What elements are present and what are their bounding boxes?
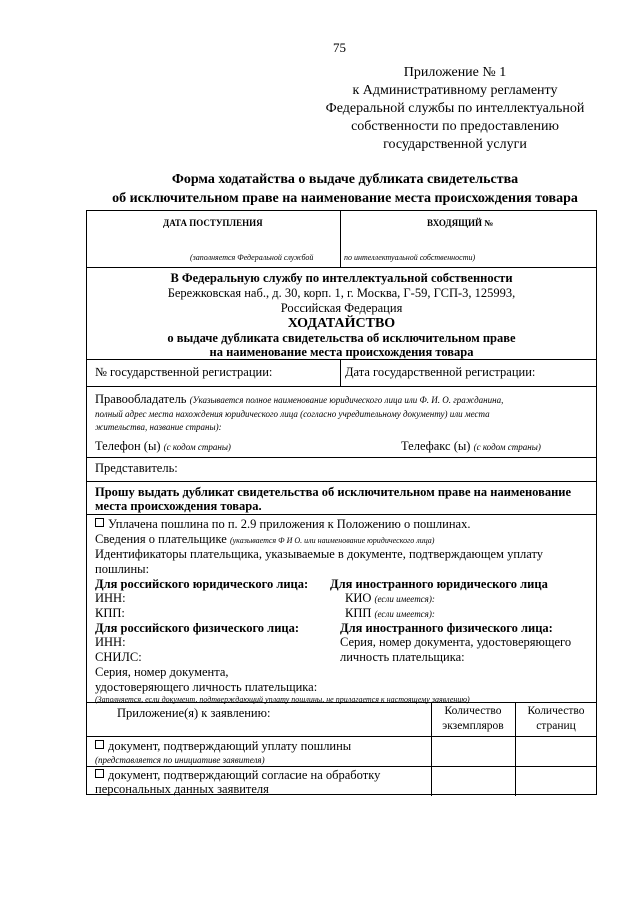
divider bbox=[340, 359, 341, 386]
attachment-consent-text: персональных данных заявителя bbox=[95, 782, 269, 796]
ru-person-heading: Для российского физического лица: bbox=[95, 621, 300, 635]
attachment-fee-doc-note: (представляется по инициативе заявителя) bbox=[95, 755, 265, 765]
foreign-id-document-label: Серия, номер документа, удостоверяющего bbox=[340, 635, 572, 649]
document-title bbox=[90, 170, 600, 208]
copies-column-header: Количество экземпляров bbox=[442, 705, 504, 732]
petition-subtitle: о выдаче дубликата свидетельства об исключительном праве bbox=[167, 331, 516, 345]
date-received-label: ДАТА ПОСТУПЛЕНИЯ bbox=[163, 218, 263, 228]
snils-label: СНИЛС: bbox=[95, 650, 142, 664]
petition-subtitle: на наименование места происхождения товара bbox=[209, 345, 474, 359]
appendix-line: к Административному регламенту bbox=[352, 83, 558, 98]
addressee: В Федеральную службу по интеллектуальной собственности bbox=[170, 271, 513, 285]
fee-paid-checkbox[interactable]: Уплачена пошлина по п. 2.9 приложения к Положению о пошлинах. bbox=[95, 517, 470, 532]
kpp-label: КПП: bbox=[95, 606, 125, 620]
page-number: 75 bbox=[333, 40, 346, 55]
registration-date-label: Дата государственной регистрации: bbox=[345, 365, 536, 379]
inn-label: ИНН: bbox=[95, 591, 126, 605]
checkbox-icon[interactable] bbox=[95, 518, 104, 527]
address-line: Бережковская наб., д. 30, корп. 1, г. Москва, Г-59, ГСП-3, 125993, bbox=[167, 286, 516, 300]
attachment-fee-doc-checkbox[interactable]: документ, подтверждающий уплату пошлины bbox=[95, 739, 351, 754]
appendix-block bbox=[300, 64, 610, 154]
pages-column-header: Количество страниц bbox=[527, 705, 585, 732]
payer-ids-text: пошлины: bbox=[95, 562, 150, 576]
appendix-line: собственности по предоставлению bbox=[351, 119, 559, 134]
registration-number-label: № государственной регистрации: bbox=[95, 365, 273, 379]
payment-footnote: (Заполняется, если документ, подтверждающий уплату пошлины, не прилагается к настоящему заявлению) bbox=[95, 695, 470, 704]
rightholder-note: жительства, название страны): bbox=[95, 422, 222, 432]
checkbox-icon[interactable] bbox=[95, 769, 104, 778]
kpp-foreign-label: КПП (если имеется): bbox=[345, 606, 435, 620]
foreign-legal-heading: Для иностранного юридического лица bbox=[330, 577, 548, 591]
address-line: Российская Федерация bbox=[280, 301, 403, 315]
checkbox-icon[interactable] bbox=[95, 740, 104, 749]
payer-ids-text: Идентификаторы плательщика, указываемые в документе, подтверждающем уплату bbox=[95, 547, 544, 561]
fill-note-right: по интеллектуальной собственности) bbox=[344, 253, 476, 262]
fax-label: Телефакс (ы) (с кодом страны) bbox=[401, 439, 541, 453]
incoming-number-label: ВХОДЯЩИЙ № bbox=[427, 218, 494, 228]
title-line: Форма ходатайства о выдаче дубликата свидетельства bbox=[171, 172, 519, 187]
payer-info-label: Сведения о плательщике (указывается Ф И О. или наименование юридического лица) bbox=[95, 532, 435, 546]
divider bbox=[87, 514, 596, 515]
divider bbox=[87, 736, 596, 737]
petition-heading: ХОДАТАЙСТВО bbox=[287, 316, 396, 331]
representative-label: Представитель: bbox=[95, 461, 178, 475]
inn-label: ИНН: bbox=[95, 635, 126, 649]
foreign-person-heading: Для иностранного физического лица: bbox=[340, 621, 553, 635]
rightholder-note: полный адрес места нахождения юридического лица (согласно учредительному документу) или места bbox=[95, 409, 490, 419]
petition-form bbox=[86, 210, 597, 795]
request-text: места происхождения товара. bbox=[95, 499, 262, 513]
id-document-label: удостоверяющего личность плательщика: bbox=[95, 680, 318, 694]
divider bbox=[87, 457, 596, 458]
attachments-header: Приложение(я) к заявлению: bbox=[117, 706, 271, 720]
fill-note-left: (заполняется Федеральной службой bbox=[190, 253, 314, 262]
title-line: об исключительном праве на наименование места происхождения товара bbox=[112, 191, 578, 206]
divider bbox=[87, 481, 596, 482]
divider bbox=[340, 211, 341, 267]
appendix-line: государственной услуги bbox=[383, 137, 527, 152]
ru-legal-heading: Для российского юридического лица: bbox=[95, 577, 309, 591]
request-text: Прошу выдать дубликат свидетельства об исключительном праве на наименование bbox=[95, 485, 572, 499]
rightholder-label: Правообладатель (Указывается полное наименование юридического лица или Ф. И. О. гражданина, bbox=[95, 392, 504, 406]
divider bbox=[87, 386, 596, 387]
attachment-consent-checkbox[interactable]: документ, подтверждающий согласие на обработку bbox=[95, 768, 380, 783]
divider bbox=[87, 267, 596, 268]
id-document-label: Серия, номер документа, bbox=[95, 665, 229, 679]
foreign-id-document-label: личность плательщика: bbox=[340, 650, 465, 664]
phone-label: Телефон (ы) (с кодом страны) bbox=[95, 439, 231, 453]
appendix-line: Приложение № 1 bbox=[403, 65, 507, 80]
kio-label: КИО (если имеется): bbox=[345, 591, 435, 605]
appendix-line: Федеральной службы по интеллектуальной bbox=[325, 101, 585, 116]
